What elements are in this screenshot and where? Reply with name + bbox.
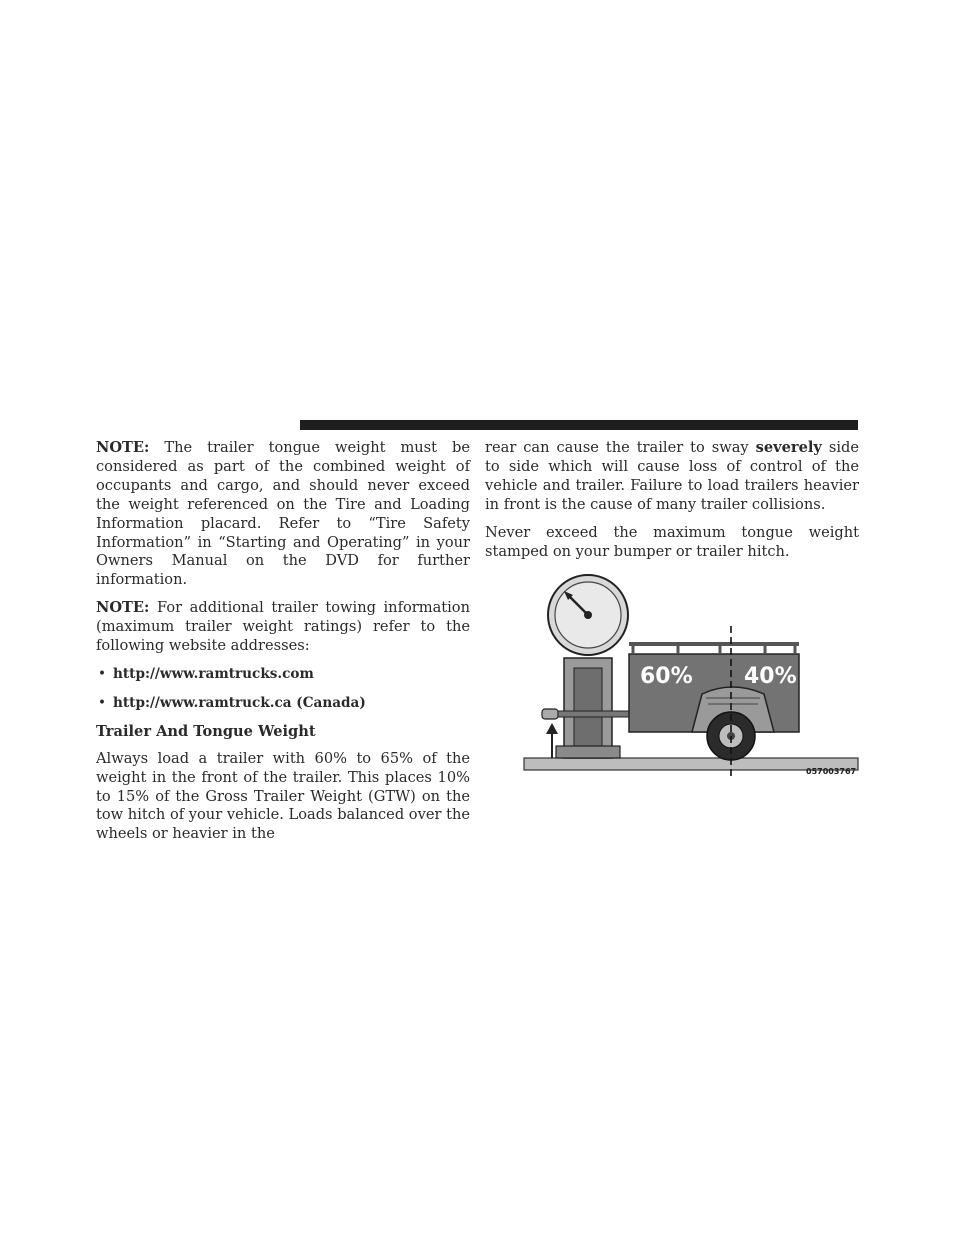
arrow-head [546, 723, 558, 734]
link-text[interactable]: http://www.ramtruck.ca (Canada) [113, 694, 366, 711]
rear-percent-label: 40% [744, 664, 797, 689]
section-heading: Trailer And Tongue Weight [96, 722, 316, 740]
link-text[interactable]: http://www.ramtrucks.com [113, 665, 314, 682]
website-link-ramtruck-ca[interactable] [96, 694, 470, 713]
trailer-tongue [558, 711, 633, 717]
note-text: The trailer tongue weight must be considered as part of the combined weight of occupants and cargo, and should never exceed the weight referenced on the Tire and Loading Information placard. Refer to “Tire Safety Information” in “Starting and Operating” in your Owners Manual on the DVD for further information. [96, 439, 470, 589]
website-link-ramtrucks[interactable] [96, 665, 470, 684]
bullet-icon: • [98, 694, 107, 711]
website-list [96, 665, 470, 713]
scale-base [556, 746, 620, 758]
emphasis-text: severely [755, 439, 822, 456]
hitch-ball [542, 709, 558, 719]
warning-paragraph: Never exceed the maximum tongue weight stamped on your bumper or trailer hitch. [485, 523, 859, 560]
note-paragraph-2 [96, 599, 470, 656]
right-column [485, 439, 859, 570]
body-paragraph-continued [485, 439, 859, 515]
note-label: NOTE: [96, 439, 150, 456]
text-run: rear can cause the trailer to sway [485, 439, 756, 456]
figure-code: 057003767 [806, 767, 857, 776]
trailer-illustration [516, 568, 862, 782]
note-paragraph-1 [96, 439, 470, 590]
text-run: side to side which will cause loss of control of the vehicle and trailer. Failure to load trailers heavier in front is the cause of many trailer collisions. [485, 439, 859, 513]
trailer-weight-figure [516, 568, 862, 782]
scale-column-inner [574, 668, 602, 748]
gauge-pivot [584, 611, 592, 619]
note-text: For additional trailer towing information (maximum trailer weight ratings) refer to the following website addresses: [96, 599, 470, 655]
body-paragraph: Always load a trailer with 60% to 65% of the weight in the front of the trailer. This places 10% to 15% of the Gross Trailer Weight (GTW) on the tow hitch of your vehicle. Loads balanced over the wheels or heavier in the [96, 749, 470, 843]
note-label: NOTE: [96, 599, 150, 617]
bullet-icon: • [98, 665, 107, 682]
header-bar [300, 420, 858, 430]
front-percent-label: 60% [640, 664, 693, 689]
left-column [96, 439, 470, 853]
